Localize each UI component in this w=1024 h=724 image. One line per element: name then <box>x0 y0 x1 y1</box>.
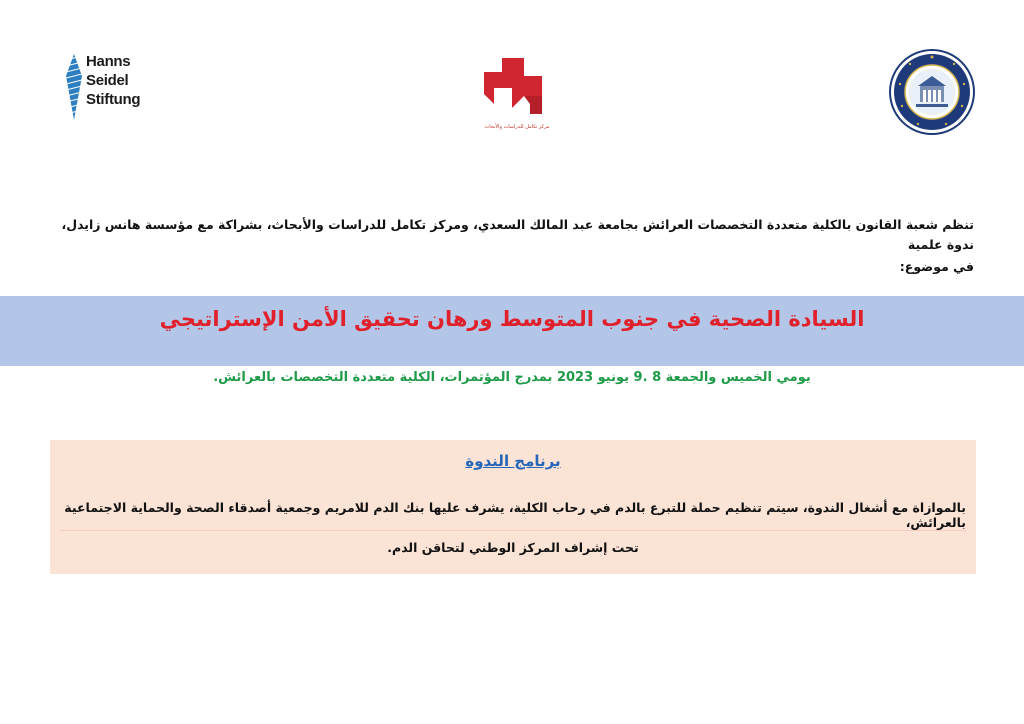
hss-line2: Seidel <box>86 72 129 89</box>
intro-line1: تنظم شعبة القانون بالكلية متعددة التخصصات العرائش بجامعة عبد المالك السعدي، ومركز تكامل للدراسات والأبحاث، بشراكة مع مؤسسة هانس زايدل، ندوة علمية <box>61 217 974 252</box>
program-line2: تحت إشراف المركز الوطني لتحاقن الدم. <box>387 540 639 555</box>
takamul-logo <box>472 52 562 138</box>
program-divider <box>60 530 966 531</box>
hss-stripes-icon <box>66 54 82 120</box>
takamul-caption: مركز تكامل للدراسات والأبحاث <box>484 124 550 130</box>
date-line: يومي الخميس والجمعة 8 .9 يونيو 2023 بمدرج المؤتمرات، الكلية متعددة التخصصات بالعرائش. <box>213 370 811 385</box>
university-seal <box>888 48 976 136</box>
program-box <box>50 440 976 574</box>
takamul-mark-icon <box>472 52 562 122</box>
hss-text <box>86 52 140 109</box>
seminar-title: السيادة الصحية في جنوب المتوسط ورهان تحقيق الأمن الإستراتيجي <box>159 307 865 331</box>
intro-line2: في موضوع: <box>899 259 974 274</box>
program-line1: بالموازاة مع أشغال الندوة، سيتم تنظيم حملة للتبرع بالدم في رحاب الكلية، يشرف عليها بنك الدم للامريم وجمعية أصدقاء الصحة والحماية الاجتماعية بالعرائش، <box>64 500 966 530</box>
program-title[interactable]: برنامج الندوة <box>465 452 561 470</box>
hanns-seidel-logo <box>66 52 146 124</box>
hss-line1: Hanns <box>86 53 131 70</box>
title-band <box>0 296 1024 366</box>
hss-line3: Stiftung <box>86 91 141 108</box>
university-seal-icon <box>888 48 976 136</box>
